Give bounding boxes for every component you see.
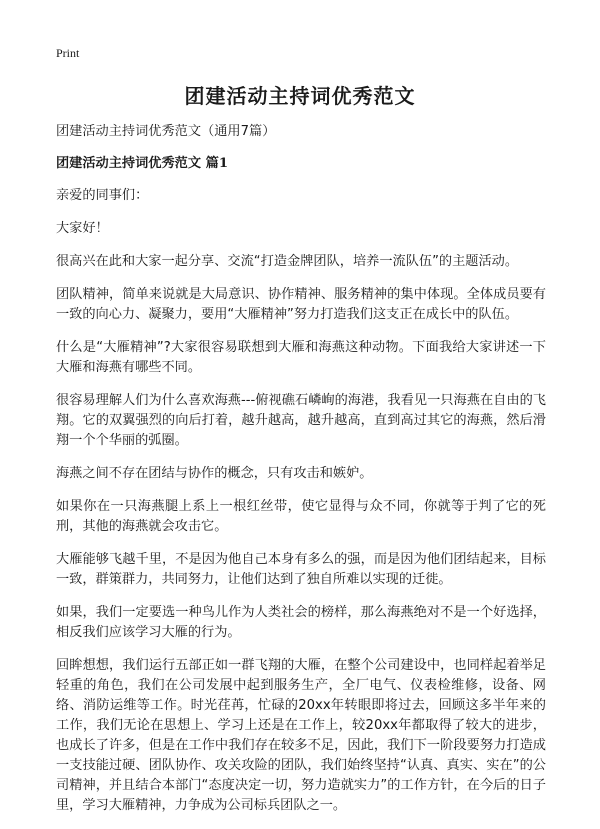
paragraph: 大雁能够飞越千里，不是因为他自己本身有多么的强，而是因为他们团结起来，目标一致，群策群力，共同努力，让他们达到了独自所难以实现的迁徙。 bbox=[56, 552, 546, 587]
paragraph: 什么是“大雁精神”?大家很容易联想到大雁和海燕这种动物。下面我给大家讲述一下大雁和海燕有哪些不同。 bbox=[56, 340, 546, 375]
paragraph: 如果你在一只海燕腿上系上一根红丝带，使它显得与众不同，你就等于判了它的死刑，其他的海燕就会攻击它。 bbox=[56, 499, 546, 534]
page-title: 团建活动主持词优秀范文 bbox=[184, 84, 416, 108]
paragraph-hello: 大家好！ bbox=[56, 221, 109, 236]
section-heading: 团建活动主持词优秀范文 篇1 bbox=[56, 156, 229, 171]
paragraph: 如果，我们一定要选一种鸟儿作为人类社会的榜样，那么海燕绝对不是一个好选择，相反我们应该学习大雁的行为。 bbox=[56, 605, 546, 640]
paragraph: 回眸想想，我们运行五部正如一群飞翔的大雁，在整个公司建设中，也同样起着举足轻重的角色，我们在公司发展中起到服务生产，全厂电气、仪表检维修，设备、网络、消防运维等工作。时光荏苒，忙碌的20xx年转眼即将过去，回顾这多半年来的工作，我们无论在思想上、学习上还是在工作上，较20xx年都取得了较大的进步，也成长了许多，但是在工作中我们存在较多不足，因此，我们下一阶段要努力打造成一支技能过硬、团队协作、攻关攻险的团队，我们始终坚持“认真、真实、实在”的公司精神，并且结合本部门“态度决定一切，努力造就实力”的工作方针，在今后的日子里，学习大雁精神，力争成为公司标兵团队之一。 bbox=[56, 658, 546, 813]
paragraph: 团队精神，简单来说就是大局意识、协作精神、服务精神的集中体现。全体成员要有一致的向心力、凝聚力，要用“大雁精神”努力打造我们这支正在成长中的队伍。 bbox=[56, 287, 546, 322]
document-body bbox=[56, 122, 546, 829]
document-subtitle: 团建活动主持词优秀范文（通用7篇） bbox=[56, 124, 276, 139]
paragraph: 很容易理解人们为什么喜欢海燕---俯视礁石嶙峋的海港，我看见一只海燕在自由的飞翔。它的双翼强烈的向后打着，越升越高，越升越高，直到高过其它的海燕，然后滑翔一个个华丽的弧圈。 bbox=[56, 393, 546, 448]
paragraph-greeting: 亲爱的同事们： bbox=[56, 188, 149, 203]
paragraph: 海燕之间不存在团结与协作的概念，只有攻击和嫉妒。 bbox=[56, 466, 373, 481]
paragraph: 很高兴在此和大家一起分享、交流“打造金牌团队，培养一流队伍”的主题活动。 bbox=[56, 254, 519, 269]
print-label: Print bbox=[56, 46, 80, 60]
